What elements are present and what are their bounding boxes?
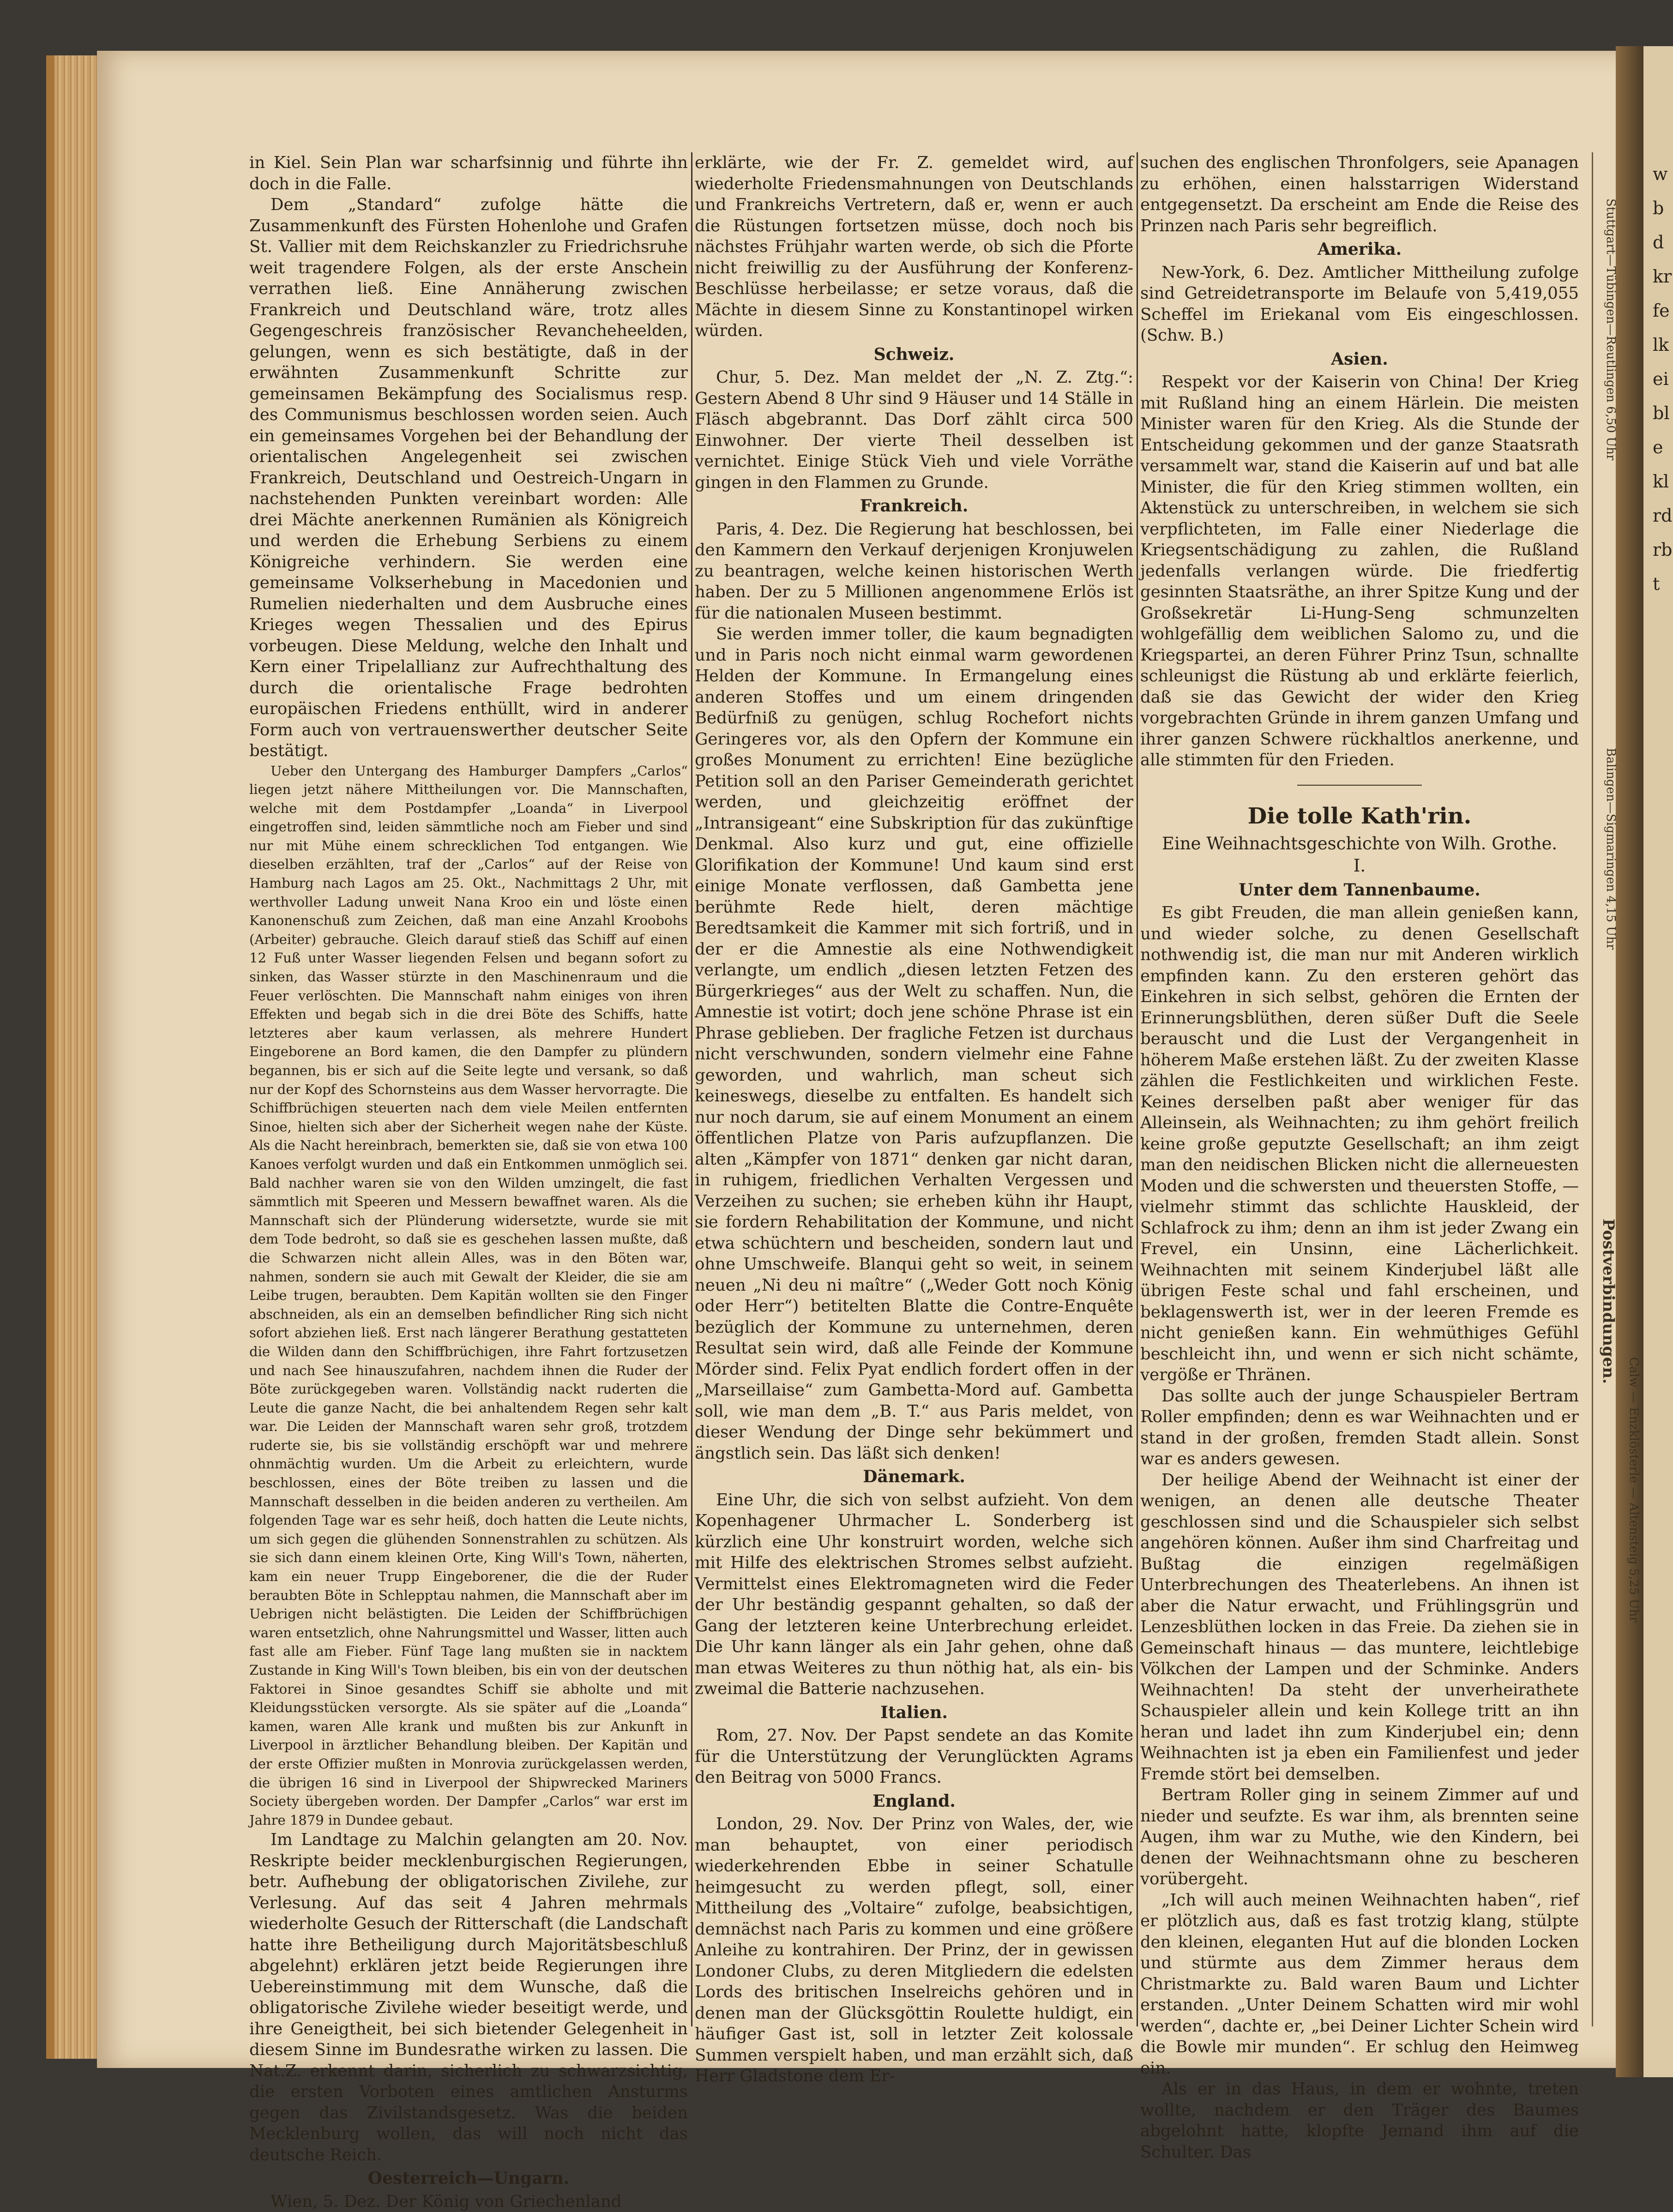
margin-vertical-text: Balingen—Sigmaringen 4,15 Uhr bbox=[1604, 748, 1618, 950]
column-1 bbox=[249, 152, 688, 2211]
paragraph: Rom, 27. Nov. Der Papst sendete an das Komite für die Unterstützung der Verunglückten Agrams den Beitrag von 5000 Francs. bbox=[695, 1726, 1133, 1787]
column-rule bbox=[691, 152, 692, 2026]
section-heading: England. bbox=[873, 1791, 956, 1811]
paragraph: Respekt vor der Kaiserin von China! Der Krieg mit Rußland hing an einem Härlein. Die meisten Minister waren für den Krieg. Als die Stunde der Entscheidung gekommen und der ganze Staatsrath versammelt war, stand die Kaiserin auf und bat alle Minister, die für den Krieg stimmen wollten, ein Aktenstück zu unterschreiben, in welchem sie sich verpflichteten, im Falle einer Niederlage die Kriegsentschädigung zu zahlen, die Rußland jedenfalls verlangen würde. Die friedfertig gesinnten Staatsräthe, an ihrer Spitze Kung und der Großsekretär Li-Hung-Seng schmunzelten wohlgefällig dem weiblichen Salomo zu, und die Kriegspartei, an deren Führer Prinz Tsun, schnallte schleunigst die Rüstung ab und erklärte feierlich, daß sie das Gewicht der wider den Krieg vorgebrachten Gründe in ihrem ganzen Umfang und ihrer ganzen Schwere rückhaltlos anerkenne, und alle stimmten für den Frieden. bbox=[1140, 373, 1579, 769]
section-heading: Schweiz. bbox=[873, 344, 955, 364]
paragraph: Wien, 5. Dez. Der König von Griechenland bbox=[271, 2192, 622, 2211]
section-heading: Italien. bbox=[880, 1702, 948, 1722]
paragraph: Der heilige Abend der Weihnacht ist einer der wenigen, an denen alle deutsche Theater geschlossen sind und die Schauspieler sich selbst angehören können. Außer ihm sind Charfreitag und Bußtag die einzigen regelmäßigen Unterbrechungen des Theaterlebens. An ihnen ist aber die Natur erwacht, und Frühlingsgrün und Lenzesblüthen locken in das Freie. Da ziehen sie in Gemeinschaft hinaus — das muntere, leichtlebige Völkchen der Lampen und der Schminke. Anders Weihnachten! Da steht der unverheirathete Schauspieler allein und kein Kollege tritt an ihn heran und ladet ihn zum Kinderjubel ein; denn Weihnachten ist ja eben ein Familienfest und jeder Fremde stört bei demselben. bbox=[1140, 1470, 1579, 1784]
paragraph: suchen des englischen Thronfolgers, seie Apanagen zu erhöhen, einen halsstarrigen Widerstand entgegensetzt. Da erscheint am Ende die Reise des Prinzen nach Paris sehr begreiflich. bbox=[1140, 153, 1579, 235]
paragraph: „Ich will auch meinen Weihnachten haben“, rief er plötzlich aus, daß es fast trotzig klang, stülpte den kleinen, eleganten Hut auf die blonden Locken und stürmte aus dem Zimmer heraus dem Christmarkte zu. Bald waren Baum und Lichter erstanden. „Unter Deinem Schatten wird mir wohl werden“, dachte er, „bei Deiner Lichter Schein wird die Bowle mir munden“. Er schlug den Heimweg ein. bbox=[1140, 1890, 1579, 2078]
column-3 bbox=[1140, 152, 1579, 2162]
column-2 bbox=[695, 152, 1133, 2086]
margin-vertical-text: Calw — Enzklösterle — Altensteig 5,25 Uhr bbox=[1627, 1357, 1641, 1623]
margin-heading-vertical: Postverbindungen. bbox=[1599, 1219, 1618, 1384]
paragraph: Chur, 5. Dez. Man meldet der „N. Z. Ztg.“: Gestern Abend 8 Uhr sind 9 Häuser und 14 Ställe in Fläsch abgebrannt. Das Dorf zählt circa 500 Einwohner. Der vierte Theil desselben ist vernichtet. Einige Stück Vieh und viele Vorräthe gingen in den Flammen zu Grunde. bbox=[695, 368, 1133, 492]
section-heading: Frankreich. bbox=[860, 496, 969, 516]
paragraph-small: Ueber den Untergang des Hamburger Dampfers „Carlos“ liegen jetzt nähere Mittheilungen vor. Die Mannschaften, welche mit dem Postdampfer „Loanda“ in Liverpool eingetroffen sind, leiden sämmtliche noch am Fieber und sind nur mit Mühe einem schrecklichen Tod entgangen. Wie dieselben erzählten, traf der „Carlos“ auf der Reise von Hamburg nach Lagos am 25. Okt., Nachmittags 2 Uhr, mit werthvoller Ladung unweit Nana Kroo ein und löste einen Kanonenschuß zum Zeichen, daß man eine Anzahl Kroobohs (Arbeiter) gebrauche. Gleich darauf stieß das Schiff auf einen 12 Fuß unter Wasser liegenden Felsen und begann sofort zu sinken, das Wasser stürzte in den Maschinenraum und die Feuer verlöschten. Die Mannschaft nahm einiges von ihren Effekten und begab sich in die drei Böte des Schiffs, hatte letzteres aber kaum verlassen, als mehrere Hundert Eingeborene an Bord kamen, die den Dampfer zu plündern begannen, bis er sich auf die Seite legte und versank, so daß nur der Kopf des Schornsteins aus dem Wasser hervorragte. Die Schiffbrüchigen steuerten nach dem viele Meilen entfernten Sinoe, hielten sich aber der Sicherheit wegen nahe der Küste. Als die Nacht hereinbrach, bemerkten sie, daß sie von etwa 100 Kanoes verfolgt wurden und daß ein Entkommen unmöglich sei. Bald nachher waren sie von den Wilden umzingelt, die fast sämmtlich mit Speeren und Messern bewaffnet waren. Als die Mannschaft sich der Plünderung widersetzte, wurde sie mit dem Tode bedroht, so daß sie es geschehen lassen mußte, daß die Schwarzen nicht allein Alles, was in den Böten war, nahmen, sondern sie auch mit Gewalt der Kleider, die sie am Leibe trugen, beraubten. Dem Kapitän wollten sie den Finger abschneiden, als ein an demselben befindlicher Ring sich nicht sofort abziehen ließ. Erst nach längerer Berathung gestatteten die Wilden dann den Schiffbrüchigen, ihre Fahrt fortzusetzen und nach See hinauszufahren, nachdem ihnen die Ruder der Böte zurückgegeben waren. Vollständig nackt ruderten die Leute die ganze Nacht, die bei anhaltendem Regen sehr kalt war. Die Leiden der Mannschaft waren sehr groß, trotzdem ruderte sie, bis sie vollständig erschöpft war und mehrere ohnmächtig wurden. Um die Arbeit zu erleichtern, wurde beschlossen, eines der Böte treiben zu lassen und die Mannschaft desselben in die beiden anderen zu vertheilen. Am folgenden Tage war es sehr heiß, doch hatten die Leute nichts, um sich gegen die glühenden Sonnenstrahlen zu schützen. Als sie sich dann einem kleinen Orte, King Will's Town, näherten, kam ein neuer Trupp Eingeborener, die die der Ruder beraubten Böte in Schlepptau nahmen, die Mannschaft aber im Uebrigen nicht belästigten. Die Leiden der Schiffbrüchigen waren entsetzlich, ohne Nahrungsmittel und Wasser, litten auch fast alle am Fieber. Fünf Tage lang mußten sie in nacktem Zustande in King Will's Town bleiben, bis ein von der deutschen Faktorei in Sinoe gesandtes Schiff sie abholte und mit Kleidungsstücken versorgte. Als sie später auf die „Loanda“ kamen, waren Alle krank und mußten bis zur Ankunft in Liverpool in ärztlicher Behandlung bleiben. Der Kapitän und der erste Offizier mußten in Monrovia zurückgelassen werden, die übrigen 16 sind in Liverpool der Shipwrecked Mariners Society übergeben worden. Der Dampfer „Carlos“ war erst im Jahre 1879 in Dundee gebaut. bbox=[249, 763, 688, 1828]
paragraph: Das sollte auch der junge Schauspieler Bertram Roller empfinden; denn es war Weihnachten und er stand in der großen, fremden Stadt allein. Sonst war es anders gewesen. bbox=[1140, 1386, 1579, 1468]
paragraph: Dem „Standard“ zufolge hätte die Zusammenkunft des Fürsten Hohenlohe und Grafen St. Vallier mit dem Reichskanzler zu Friedrichsruhe weit tragendere Folgen, als der erste Anschein verrathen ließ. Eine Annäherung zwischen Frankreich und Deutschland wäre, trotz alles Gegengeschreis französischer Revancheheelden, gelungen, wenn es sich bestätigte, daß in der erwähnten Zusammenkunft Schritte zur gemeinsamen Bekämpfung des Socialismus resp. des Communismus beschlossen worden seien. Auch ein gemeinsames Vorgehen bei der Behandlung der orientalischen Angelegenheit sei zwischen Frankreich, Deutschland und Oestreich-Ungarn in nachstehenden Punkten vereinbart worden: Alle drei Mächte anerkennen Rumänien als Königreich und werden die Erhebung Serbiens zu einem Königreiche verhindern. Sie werden eine gemeinsame Volkserhebung in Macedonien und Rumelien niederhalten und dem Ausbruche eines Krieges wegen Thessalien und des Epirus vorbeugen. Diese Meldung, welche den Inhalt und Kern einer Tripelallianz zur Aufrechthaltung des durch die orientalische Frage bedrohten europäischen Friedens enthüllt, wird in anderer Form auch von vertrauenswerther deutscher Seite bestätigt. bbox=[249, 195, 688, 760]
section-heading: Oesterreich—Ungarn. bbox=[367, 2169, 570, 2188]
paragraph: in Kiel. Sein Plan war scharfsinnig und führte ihn doch in die Falle. bbox=[249, 153, 688, 193]
paragraph: Sie werden immer toller, die kaum begnadigten und in Paris noch nicht einmal warm gewordenen Helden der Kommune. In Ermangelung eines anderen Stoffes und um einem dringenden Bedürfniß zu genügen, schlug Rochefort nichts Geringeres vor, als den Opfern der Kommune ein großes Monument zu errichten! Eine bezügliche Petition soll an den Pariser Gemeinderath gerichtet werden, und gleichzeitig eröffnet der „Intransigeant“ eine Subskription für das zukünftige Denkmal. Also kurz und gut, eine offizielle Glorifikation der Kommune! Und kaum sind erst einige Monate verflossen, daß Gambetta jene berühmte Rede hielt, deren mächtige Beredtsamkeit die Kammer mit sich fortriß, und in der er die Amnestie als eine Nothwendigkeit verlangte, um endlich „diesen letzten Fetzen des Bürgerkrieges“ aus der Welt zu schaffen. Nun, die Amnestie ist votirt; doch jene schöne Phrase ist ein Phrase geblieben. Der fragliche Fetzen ist durchaus nicht verschwunden, sondern vielmehr eine Fahne geworden, und wahrlich, man scheut sich keineswegs, dieselbe zu entfalten. Es handelt sich nur noch darum, sie auf einem Monument an einem öffentlichen Platze von Paris aufzupflanzen. Die alten „Kämpfer von 1871“ denken gar nicht daran, in ruhigem, friedlichen Verhalten Vergessen und Verzeihen zu suchen; sie erheben kühn ihr Haupt, sie fordern Rehabilitation der Kommune, und nicht etwa schüchtern und bescheiden, sondern laut und ohne Umschweife. Blanqui geht so weit, in seinem neuen „Ni deu ni maître“ („Weder Gott noch König oder Herr“) betitelten Blatte die Contre-Enquête bezüglich der Kommune zu unternehmen, deren Resultat sein wird, daß alle Feinde der Kommune Mörder sind. Felix Pyat endlich fordert offen in der „Marseillaise“ zum Gambetta-Mord auf. Gambetta soll, wie man dem „B. T.“ aus Paris meldet, von dieser Wendung der Dinge sehr bekümmert und ängstlich sein. Das läßt sich denken! bbox=[695, 625, 1133, 1463]
paragraph: Im Landtage zu Malchin gelangten am 20. Nov. Reskripte beider mecklenburgischen Regierungen, betr. Aufhebung der obligatorischen Zivilehe, zur Verlesung. Auf das seit 4 Jahren mehrmals wiederholte Gesuch der Ritterschaft (die Landschaft hatte ihre Betheiligung durch Majoritätsbeschluß abgelehnt) erklären jetzt beide Regierungen ihre Uebereinstimmung mit dem Wunsche, daß die obligatorische Zivilehe wieder beseitigt werde, und ihre Geneigtheit, bei sich bietender Gelegenheit in diesem Sinne im Bundesrathe wirken zu lassen. Die Nat.Z. erkennt darin, sicherlich zu schwarzsichtig, die ersten Vorboten eines amtlichen Ansturms gegen das Zivilstandsgesetz. Was die beiden Mecklenburg wollen, das will noch nicht das deutsche Reich. bbox=[249, 1830, 688, 2164]
paragraph: Als er in das Haus, in dem er wohnte, treten wollte, nachdem er den Träger des Baumes abgelohnt hatte, klopfte Jemand ihm auf die Schulter. Das bbox=[1140, 2080, 1579, 2162]
margin-vertical-text: Stuttgart—Tübingen—Reutlingen 6,50 Uhr bbox=[1604, 198, 1618, 461]
column-rule bbox=[1137, 152, 1138, 2026]
section-heading: Dänemark. bbox=[863, 1467, 965, 1486]
next-page-text-fragment: wbdkrfelkeibleklrdrbt bbox=[1653, 164, 1673, 594]
paragraph: New-York, 6. Dez. Amtlicher Mittheilung zufolge sind Getreidetransporte im Belaufe von 5,419,055 Scheffel im Eriekanal vom Eis eingeschlossen. (Schw. B.) bbox=[1140, 263, 1579, 345]
paragraph: Bertram Roller ging in seinem Zimmer auf und nieder und seufzte. Es war ihm, als brennten seine Augen, ihm war zu Muthe, wie den Kindern, bei denen der Weihnachtsmann ohne zu bescheren vorübergeht. bbox=[1140, 1785, 1579, 1888]
section-heading: Asien. bbox=[1331, 349, 1388, 369]
chapter-heading: Unter dem Tannenbaume. bbox=[1239, 880, 1480, 900]
section-heading: Amerika. bbox=[1317, 240, 1402, 259]
paragraph: Paris, 4. Dez. Die Regierung hat beschlossen, bei den Kammern den Verkauf derjenigen Kronjuwelen zu beantragen, welche keinen historischen Werth haben. Der zu 5 Millionen angenommene Erlös ist für die nationalen Museen bestimmt. bbox=[695, 519, 1133, 623]
paragraph: London, 29. Nov. Der Prinz von Wales, der, wie man behauptet, von einer periodisch wiederkehrenden Ebbe in seiner Schatulle heimgesucht zu werden pflegt, soll, einer Mittheilung des „Voltaire“ zufolge, beabsichtigen, demnächst nach Paris zu kommen und eine größere Anleihe zu kontrahiren. Der Prinz, der in gewissen Londoner Clubs, zu deren Mitgliedern die edelsten Lords des britischen Inselreichs gehören und in denen man der Glücksgöttin Roulette huldigt, ein häufiger Gast ist, soll in letzter Zeit kolossale Summen verspielt haben, und man erzählt sich, daß Herr Gladstone dem Er- bbox=[695, 1815, 1133, 2086]
story-part-number: I. bbox=[1353, 855, 1366, 876]
story-title: Die tolle Kath'rin. bbox=[1247, 803, 1472, 829]
paragraph: Es gibt Freuden, die man allein genießen kann, und wieder solche, zu denen Gesellschaft nothwendig ist, die man nur mit Anderen wirklich empfinden kann. Zu den ersteren gehört das Einkehren in sich selbst, gehören die Ernten der Erinnerungsblüthen, deren süßer Duft die Seele berauscht und die Lust der Vergangenheit in höherem Maße erstehen läßt. Zu der zweiten Klasse zählen die Festlichkeiten und wirklichen Feste. Keines derselben paßt aber weniger für das Alleinsein, als Weihnachten; zu ihm gehört freilich keine große geputzte Gesellschaft; an ihm zeigt man den neidischen Blicken nicht die allerneuesten Moden und die schwersten und theuersten Stoffe, — vielmehr stimmt das schlichte Hauskleid, der Schlafrock zu ihm; denn an ihm ist jeder Zwang ein Frevel, ein Unsinn, eine Lächerlichkeit. Weihnachten mit seinem Kinderjubel läßt alle übrigen Feste schal und fahl erscheinen, und beklagenswerth ist, wer in der leeren Fremde es nicht genießen kann. Ein wehmüthiges Gefühl beschleicht ihn, und wenn er sich nicht schämte, vergöße er Thränen. bbox=[1140, 903, 1579, 1384]
paragraph: Eine Uhr, die sich von selbst aufzieht. Von dem Kopenhagener Uhrmacher L. Sonderberg ist kürzlich eine Uhr konstruirt worden, welche sich mit Hilfe des elektrischen Stromes selbst aufzieht. Vermittelst eines Elektromagneten wird die Feder der Uhr beständig gespannt gehalten, so daß der Gang der letzteren keine Unterbrechung erleidet. Die Uhr kann länger als ein Jahr gehen, ohne daß man etwas Weiteres zu thun nöthig hat, als ein- bis zweimal die Batterie nachzusehen. bbox=[695, 1490, 1133, 1698]
divider bbox=[1297, 785, 1422, 786]
paragraph: erklärte, wie der Fr. Z. gemeldet wird, auf wiederholte Friedensmahnungen von Deutschlands und Frankreichs Vertretern, daß er, wenn er auch die Rüstungen fortsetzen müsse, doch noch bis nächstes Frühjahr warten werde, ob sich die Pforte nicht freiwillig zu der Ausführung der Konferenz-Beschlüsse herbeilasse; er setze voraus, daß die Mächte in diesem Sinne zu Konstantinopel wirken würden. bbox=[695, 153, 1133, 340]
story-subtitle: Eine Weihnachtsgeschichte von Wilh. Grothe. bbox=[1161, 833, 1558, 854]
